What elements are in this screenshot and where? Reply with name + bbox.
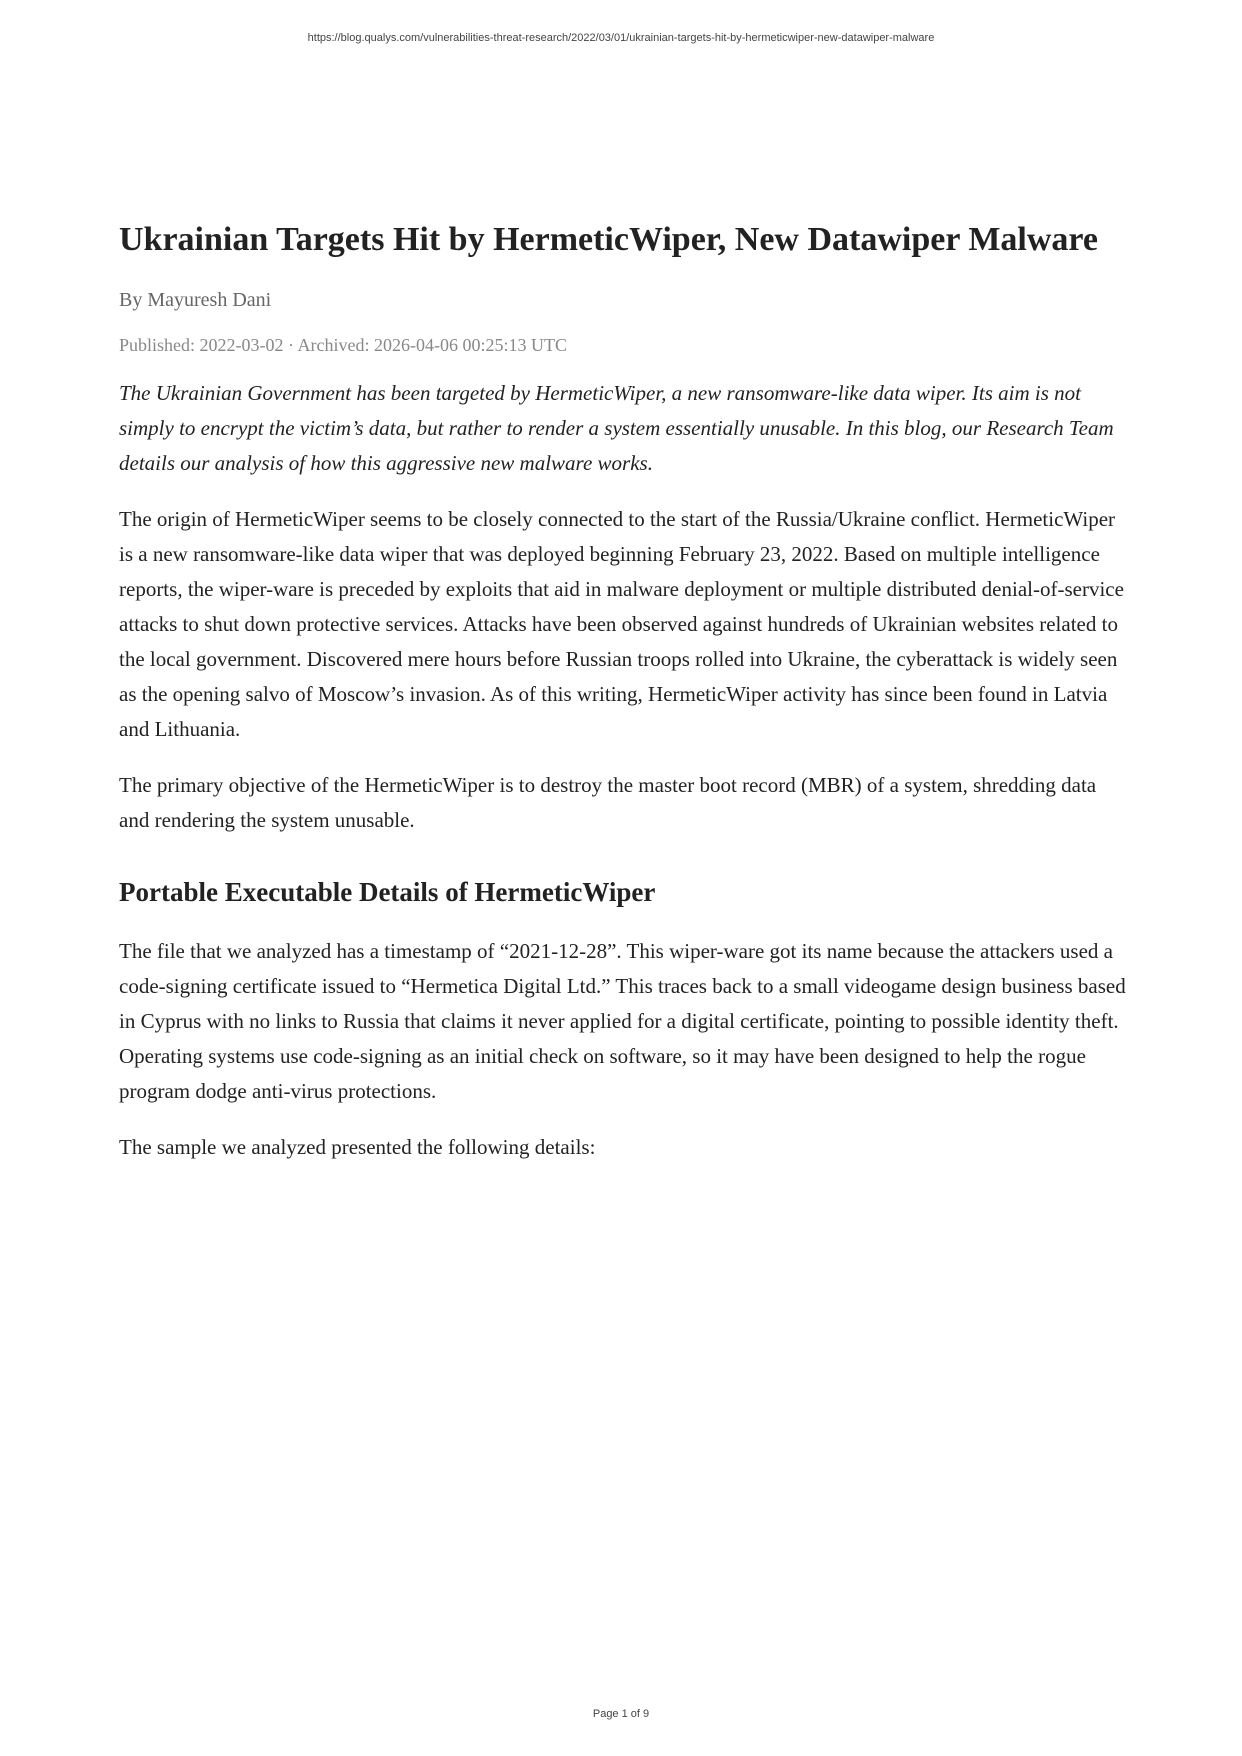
article-title: Ukrainian Targets Hit by HermeticWiper, New Datawiper Malware [119,221,1098,258]
paragraph: The sample we analyzed presented the following details: [119,1135,596,1159]
page-number: Page 1 of 9 [592,1708,650,1720]
section-heading: Portable Executable Details of HermeticWiper [119,877,656,907]
article [119,212,1129,1186]
article-lead: The Ukrainian Government has been targeted by HermeticWiper, a new ransomware-like data wiper. Its aim is not simply to encrypt the victim’s data, but rather to render a system essentially unusable. In this blog, our Research Team details our analysis of how this aggressive new malware works. [119,381,1114,475]
paragraph: The primary objective of the HermeticWiper is to destroy the master boot record (MBR) of a system, shredding data and rendering the system unusable. [119,773,1097,832]
page-url: https://blog.qualys.com/vulnerabilities-threat-research/2022/03/01/ukrainian-targets-hit-by-hermeticwiper-new-datawiper-malware [307,32,935,44]
paragraph: The origin of HermeticWiper seems to be closely connected to the start of the Russia/Ukraine conflict. HermeticWiper is a new ransomware-like data wiper that was deployed beginning February 23, 2022. Based on multiple intelligence reports, the wiper-ware is preceded by exploits that aid in malware deployment or multiple distributed denial-of-service attacks to shut down protective services. Attacks have been observed against hundreds of Ukrainian websites related to the local government. Discovered mere hours before Russian troops rolled into Ukraine, the cyberattack is widely seen as the opening salvo of Moscow’s invasion. As of this writing, HermeticWiper activity has since been found in Latvia and Lithuania. [119,507,1124,741]
article-byline: By Mayuresh Dani [119,289,272,311]
paragraph: The file that we analyzed has a timestamp of “2021-12-28”. This wiper-ware got its name because the attackers used a code-signing certificate issued to “Hermetica Digital Ltd.” This traces back to a small videogame design business based in Cyprus with no links to Russia that claims it never applied for a digital certificate, pointing to possible identity theft. Operating systems use code-signing as an initial check on software, so it may have been designed to help the rogue program dodge anti-virus protections. [119,939,1126,1103]
article-meta: Published: 2022-03-02 · Archived: 2026-04-06 00:25:13 UTC [119,335,567,355]
